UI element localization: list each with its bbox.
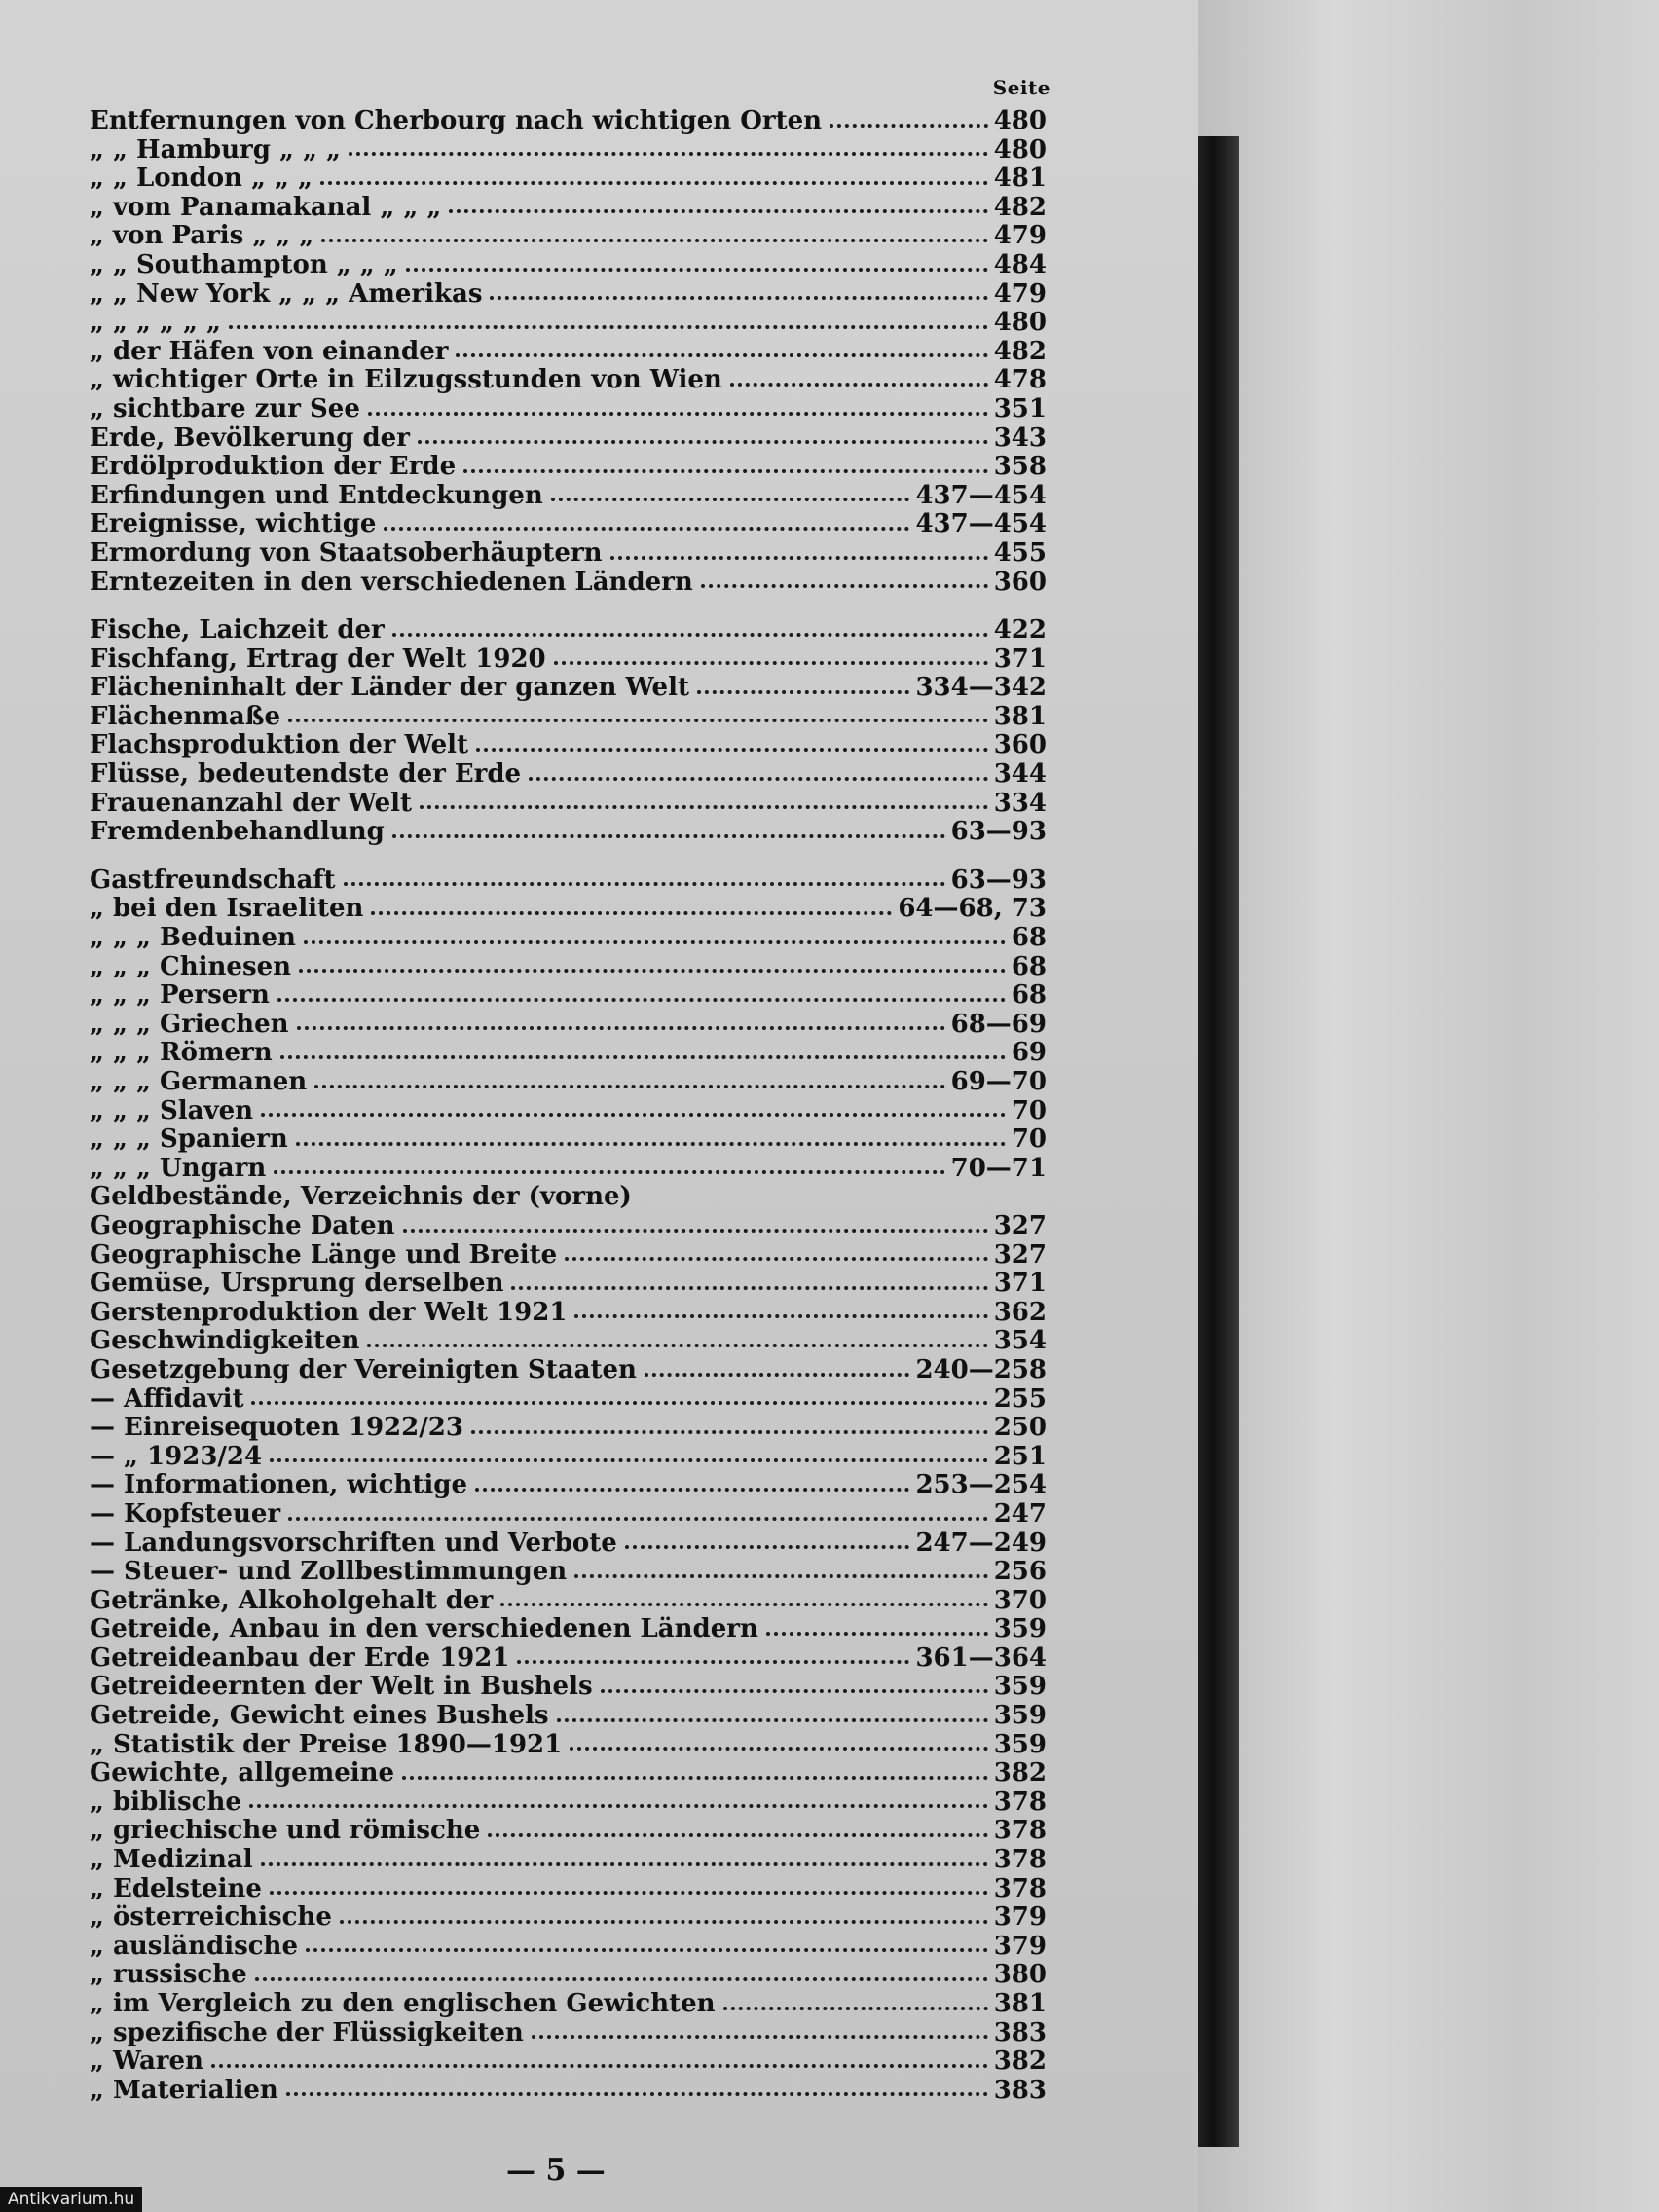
index-entry <box>90 1385 1047 1415</box>
dot-leader <box>471 1430 988 1434</box>
dot-leader <box>261 1862 988 1866</box>
index-entry <box>90 1759 1047 1788</box>
index-entry <box>90 1097 1047 1126</box>
index-entry <box>90 1903 1047 1933</box>
entry-text: „ „ „ Griechen <box>90 1009 289 1039</box>
entry-page-ref: 70 <box>1011 1124 1047 1155</box>
entry-page-ref: 379 <box>993 1902 1047 1933</box>
dot-leader <box>402 1776 988 1780</box>
dot-leader <box>321 239 987 242</box>
dot-leader <box>274 1170 944 1174</box>
entry-text: Fischfang, Ertrag der Welt 1920 <box>90 644 546 674</box>
entry-text: „ „ „ Beduinen <box>90 923 296 953</box>
index-entry <box>90 866 1047 896</box>
dot-leader <box>211 2064 988 2068</box>
index-entry <box>90 1125 1047 1155</box>
index-entry <box>90 1673 1047 1702</box>
entry-text: Geschwindigkeiten <box>90 1326 360 1356</box>
index-list <box>90 107 1047 2105</box>
entry-text: Flüsse, bedeutendste der Erde <box>90 759 522 790</box>
entry-text: Ereignisse, wichtige <box>90 509 377 539</box>
entry-text: „ vom Panamakanal „ „ „ <box>90 192 442 222</box>
dot-leader <box>340 1920 988 1924</box>
dot-leader <box>645 1373 909 1377</box>
entry-page-ref: 378 <box>993 1845 1047 1875</box>
index-entry <box>90 309 1047 338</box>
entry-page-ref: 482 <box>993 192 1047 222</box>
index-entry <box>90 510 1047 539</box>
entry-page-ref: 359 <box>993 1729 1047 1759</box>
index-entry <box>90 1414 1047 1443</box>
entry-text: „ „ „ Spaniern <box>90 1124 288 1155</box>
dot-leader <box>304 940 1006 944</box>
book-spine-edge <box>1193 136 1239 2147</box>
entry-text: — Kopfsteuer <box>90 1498 281 1529</box>
entry-page-ref: 379 <box>993 1931 1047 1961</box>
entry-page-ref: 70 <box>1011 1095 1047 1125</box>
entry-text: „ „ London „ „ „ <box>90 164 313 194</box>
entry-text: „ „ „ Persern <box>90 980 270 1011</box>
entry-text: Geldbestände, Verzeichnis der (vorne) <box>90 1182 632 1212</box>
index-entry <box>90 280 1047 310</box>
dot-leader <box>449 209 987 213</box>
entry-page-ref: 381 <box>993 701 1047 731</box>
index-entry <box>90 1212 1047 1241</box>
entry-page-ref: 358 <box>993 452 1047 482</box>
entry-page-ref: 437—454 <box>915 480 1047 510</box>
index-entry <box>90 424 1047 454</box>
dot-leader <box>288 1517 988 1521</box>
index-entry <box>90 1299 1047 1328</box>
dot-leader <box>299 969 1006 973</box>
entry-text: Flachsproduktion der Welt <box>90 730 469 760</box>
entry-text: Gemüse, Ursprung derselben <box>90 1269 504 1299</box>
entry-text: Frauenanzahl der Welt <box>90 788 413 818</box>
seite-column-label: Seite <box>992 76 1051 99</box>
entry-page-ref: 362 <box>993 1297 1047 1327</box>
entry-page-ref: 479 <box>993 278 1047 309</box>
entry-page-ref: 253—254 <box>915 1470 1047 1500</box>
dot-leader <box>456 353 987 357</box>
entry-page-ref: 422 <box>993 615 1047 645</box>
entry-text: Fremdenbehandlung <box>90 817 385 847</box>
entry-text: „ „ „ Ungarn <box>90 1153 267 1183</box>
index-entry <box>90 1356 1047 1385</box>
index-entry <box>90 1443 1047 1472</box>
index-entry <box>90 818 1047 847</box>
entry-page-ref: 455 <box>993 537 1047 568</box>
entry-page-ref: 251 <box>993 1441 1047 1471</box>
entry-page-ref: 68 <box>1011 923 1047 953</box>
dot-leader <box>349 152 988 156</box>
entry-page-ref: 371 <box>993 644 1047 674</box>
entry-text: „ griechische und römische <box>90 1816 481 1846</box>
index-entry <box>90 1241 1047 1271</box>
dot-leader <box>601 1689 988 1693</box>
entry-page-ref: 70—71 <box>950 1153 1047 1183</box>
index-entry <box>90 395 1047 424</box>
entry-page-ref: 255 <box>993 1383 1047 1414</box>
entry-text: Geographische Länge und Breite <box>90 1239 558 1270</box>
entry-page-ref: 378 <box>993 1787 1047 1817</box>
index-entry <box>90 1731 1047 1760</box>
dot-leader <box>251 1401 987 1405</box>
entry-page-ref: 68—69 <box>950 1009 1047 1039</box>
index-entry <box>90 895 1047 924</box>
dot-leader <box>418 440 988 444</box>
index-entry <box>90 222 1047 251</box>
entry-page-ref: 240—258 <box>915 1354 1047 1384</box>
entry-page-ref: 68 <box>1011 951 1047 981</box>
entry-page-ref: 359 <box>993 1672 1047 1702</box>
index-entry <box>90 2077 1047 2106</box>
entry-text: Gastfreundschaft <box>90 865 336 895</box>
dot-leader <box>314 1085 944 1088</box>
index-entry <box>90 366 1047 395</box>
dot-leader <box>392 834 945 838</box>
dot-leader <box>261 1113 1006 1117</box>
dot-leader <box>488 1833 987 1837</box>
entry-text: „ österreichische <box>90 1902 332 1933</box>
entry-page-ref: 479 <box>993 221 1047 251</box>
entry-text: Erntezeiten in den verschiedenen Ländern <box>90 567 693 597</box>
dot-leader <box>490 296 987 300</box>
dot-leader <box>255 1977 988 1981</box>
dot-leader <box>368 412 988 416</box>
index-entry <box>90 1183 1047 1212</box>
index-entry <box>90 1961 1047 1990</box>
index-entry <box>90 760 1047 790</box>
index-entry <box>90 194 1047 223</box>
watermark: Antikvarium.hu <box>0 2187 142 2212</box>
entry-page-ref: 480 <box>993 134 1047 165</box>
dot-leader <box>392 633 988 637</box>
entry-text: „ „ „ Römern <box>90 1038 273 1068</box>
entry-text: „ spezifische der Flüssigkeiten <box>90 2017 524 2047</box>
entry-page-ref: 351 <box>993 393 1047 424</box>
entry-text: „ biblische <box>90 1787 241 1817</box>
dot-leader <box>730 383 988 387</box>
entry-page-ref: 247—249 <box>915 1528 1047 1558</box>
dot-leader <box>551 498 910 501</box>
dot-leader <box>249 1804 988 1808</box>
dot-leader <box>500 1603 987 1606</box>
entry-page-ref: 383 <box>993 2017 1047 2047</box>
entry-page-ref: 343 <box>993 423 1047 453</box>
dot-leader <box>420 805 988 809</box>
entry-page-ref: 480 <box>993 308 1047 338</box>
entry-text: Entfernungen von Cherbourg nach wichtigen Orten <box>90 106 823 135</box>
entry-page-ref: 327 <box>993 1239 1047 1270</box>
dot-leader <box>229 325 988 329</box>
dot-leader <box>277 998 1006 1002</box>
dot-leader <box>532 2035 988 2039</box>
entry-text: — Einreisequoten 1922/23 <box>90 1413 463 1443</box>
entry-text: Getreideernten der Welt in Bushels <box>90 1672 593 1702</box>
entry-page-ref: 327 <box>993 1210 1047 1240</box>
index-entry <box>90 1155 1047 1184</box>
entry-text: „ Medizinal <box>90 1845 253 1875</box>
dot-leader <box>697 690 909 694</box>
dot-leader <box>270 1891 988 1895</box>
entry-page-ref: 437—454 <box>915 509 1047 539</box>
dot-leader <box>517 1660 909 1664</box>
index-entry <box>90 790 1047 819</box>
index-entry <box>90 482 1047 511</box>
dot-leader <box>610 556 988 560</box>
entry-text: „ sichtbare zur See <box>90 393 360 424</box>
entry-text: „ wichtiger Orte in Eilzugsstunden von Wien <box>90 365 722 395</box>
entry-text: „ von Paris „ „ „ <box>90 221 314 251</box>
dot-leader <box>403 1229 988 1233</box>
entry-text: Getränke, Alkoholgehalt der <box>90 1585 494 1615</box>
dot-leader <box>280 1055 1006 1059</box>
entry-page-ref: 256 <box>993 1557 1047 1587</box>
entry-page-ref: 360 <box>993 567 1047 597</box>
index-entry <box>90 338 1047 367</box>
index-entry <box>90 1530 1047 1559</box>
entry-page-ref: 484 <box>993 249 1047 279</box>
entry-text: „ „ „ Germanen <box>90 1067 308 1096</box>
entry-text: — Informationen, wichtige <box>90 1470 467 1500</box>
dot-leader <box>286 2092 988 2096</box>
entry-text: Gerstenproduktion der Welt 1921 <box>90 1297 568 1327</box>
entry-page-ref: 478 <box>993 365 1047 395</box>
dot-leader <box>463 469 988 473</box>
entry-text: „ Edelsteine <box>90 1873 262 1903</box>
dot-leader <box>554 661 988 665</box>
index-entry <box>90 1327 1047 1356</box>
index-entry <box>90 2047 1047 2077</box>
entry-text: Getreide, Gewicht eines Bushels <box>90 1701 549 1731</box>
index-entry <box>90 1817 1047 1846</box>
index-entry <box>90 1068 1047 1097</box>
entry-page-ref: 378 <box>993 1873 1047 1903</box>
dot-leader <box>830 124 988 128</box>
entry-text: Getreide, Anbau in den verschiedenen Ländern <box>90 1614 758 1644</box>
entry-text: „ Waren <box>90 2046 203 2077</box>
entry-page-ref: 334 <box>993 788 1047 818</box>
index-entry <box>90 165 1047 194</box>
entry-text: „ Materialien <box>90 2075 278 2105</box>
page-number: — 5 — <box>506 2154 606 2188</box>
entry-text: „ „ Hamburg „ „ „ <box>90 134 341 165</box>
index-entry <box>90 731 1047 760</box>
dot-leader <box>270 1458 988 1462</box>
index-entry <box>90 1270 1047 1299</box>
dot-leader <box>306 1948 988 1952</box>
index-entry <box>90 2019 1047 2048</box>
index-entry <box>90 1471 1047 1500</box>
index-entry <box>90 1587 1047 1616</box>
index-entry <box>90 645 1047 675</box>
entry-page-ref: 481 <box>993 164 1047 194</box>
entry-page-ref: 250 <box>993 1413 1047 1443</box>
dot-leader <box>766 1632 988 1636</box>
dot-leader <box>701 584 988 588</box>
index-entry <box>90 1558 1047 1587</box>
entry-text: „ im Vergleich zu den englischen Gewichten <box>90 1989 716 2018</box>
entry-text: — Steuer- und Zollbestimmungen <box>90 1557 568 1587</box>
entry-text: Geographische Daten <box>90 1210 395 1240</box>
index-entry <box>90 1039 1047 1068</box>
index-entry <box>90 1500 1047 1530</box>
entry-text: „ „ New York „ „ „ Amerikas <box>90 278 483 309</box>
index-entry <box>90 1933 1047 1962</box>
entry-page-ref: 69—70 <box>950 1067 1047 1096</box>
dot-leader <box>297 1026 945 1030</box>
index-entry <box>90 539 1047 569</box>
entry-text: „ „ Southampton „ „ „ <box>90 249 398 279</box>
entry-text: Getreideanbau der Erde 1921 <box>90 1642 510 1673</box>
entry-text: „ russische <box>90 1960 247 1990</box>
dot-leader <box>529 777 988 781</box>
entry-page-ref: 381 <box>993 1989 1047 2018</box>
dot-leader <box>475 1488 909 1492</box>
entry-text: — Landungsvorschriften und Verbote <box>90 1528 617 1558</box>
entry-text: „ ausländische <box>90 1931 298 1961</box>
entry-text: „ Statistik der Preise 1890—1921 <box>90 1729 563 1759</box>
entry-text: „ „ „ „ „ „ <box>90 308 221 338</box>
entry-page-ref: 247 <box>993 1498 1047 1529</box>
entry-page-ref: 480 <box>993 106 1047 135</box>
index-entry <box>90 136 1047 166</box>
index-entry <box>90 1846 1047 1875</box>
dot-leader <box>570 1747 988 1751</box>
entry-text: Fische, Laichzeit der <box>90 615 385 645</box>
dot-leader <box>406 268 988 272</box>
dot-leader <box>384 527 909 531</box>
entry-page-ref: 482 <box>993 336 1047 366</box>
background-surface <box>1193 0 1659 2212</box>
index-entry <box>90 251 1047 280</box>
entry-text: — Affidavit <box>90 1383 244 1414</box>
index-entry <box>90 569 1047 598</box>
entry-text: Erde, Bevölkerung der <box>90 423 410 453</box>
entry-page-ref: 360 <box>993 730 1047 760</box>
entry-page-ref: 69 <box>1011 1038 1047 1068</box>
entry-page-ref: 370 <box>993 1585 1047 1615</box>
entry-text: Erfindungen und Entdeckungen <box>90 480 543 510</box>
entry-page-ref: 383 <box>993 2075 1047 2105</box>
index-entry <box>90 1990 1047 2019</box>
entry-text: Gewichte, allgemeine <box>90 1758 395 1788</box>
index-entry <box>90 453 1047 482</box>
entry-text: Flächeninhalt der Länder der ganzen Welt <box>90 673 689 703</box>
index-entry <box>90 1644 1047 1674</box>
entry-text: „ der Häfen von einander <box>90 336 449 366</box>
dot-leader <box>320 181 988 185</box>
entry-page-ref: 354 <box>993 1326 1047 1356</box>
entry-page-ref: 382 <box>993 2046 1047 2077</box>
entry-page-ref: 63—93 <box>950 865 1047 895</box>
index-entry <box>90 1011 1047 1040</box>
index-entry <box>90 953 1047 982</box>
entry-text: Gesetzgebung der Vereinigten Staaten <box>90 1354 637 1384</box>
entry-page-ref: 361—364 <box>915 1642 1047 1673</box>
entry-text: „ bei den Israeliten <box>90 894 364 924</box>
dot-leader <box>574 1574 988 1578</box>
entry-page-ref: 380 <box>993 1960 1047 1990</box>
entry-text: Erdölproduktion der Erde <box>90 452 457 482</box>
dot-leader <box>625 1545 910 1549</box>
dot-leader <box>344 882 945 886</box>
dot-leader <box>288 719 988 722</box>
index-entry <box>90 1788 1047 1818</box>
index-entry <box>90 674 1047 703</box>
entry-page-ref: 64—68, 73 <box>898 894 1047 924</box>
dot-leader <box>723 2007 988 2010</box>
entry-text: „ „ „ Chinesen <box>90 951 292 981</box>
dot-leader <box>296 1142 1006 1146</box>
entry-page-ref: 359 <box>993 1614 1047 1644</box>
entry-page-ref: 334—342 <box>915 673 1047 703</box>
dot-leader <box>476 748 988 752</box>
index-entry <box>90 1702 1047 1731</box>
entry-text: Flächenmaße <box>90 701 281 731</box>
entry-page-ref: 68 <box>1011 980 1047 1011</box>
entry-page-ref: 382 <box>993 1758 1047 1788</box>
entry-page-ref: 378 <box>993 1816 1047 1846</box>
entry-page-ref: 344 <box>993 759 1047 790</box>
dot-leader <box>557 1718 988 1722</box>
index-entry <box>90 703 1047 732</box>
entry-page-ref: 359 <box>993 1701 1047 1731</box>
index-entry <box>90 981 1047 1011</box>
entry-page-ref: 63—93 <box>950 817 1047 847</box>
dot-leader <box>367 1344 987 1347</box>
entry-page-ref: 371 <box>993 1269 1047 1299</box>
dot-leader <box>511 1286 987 1290</box>
index-entry <box>90 1615 1047 1644</box>
index-entry <box>90 616 1047 645</box>
entry-text: Ermordung von Staatsoberhäuptern <box>90 537 603 568</box>
index-entry <box>90 1875 1047 1904</box>
index-entry <box>90 107 1047 136</box>
dot-leader <box>371 911 892 915</box>
dot-leader <box>565 1257 987 1261</box>
entry-text: — „ 1923/24 <box>90 1441 263 1471</box>
entry-text: „ „ „ Slaven <box>90 1095 254 1125</box>
dot-leader <box>574 1314 987 1318</box>
index-entry <box>90 924 1047 953</box>
